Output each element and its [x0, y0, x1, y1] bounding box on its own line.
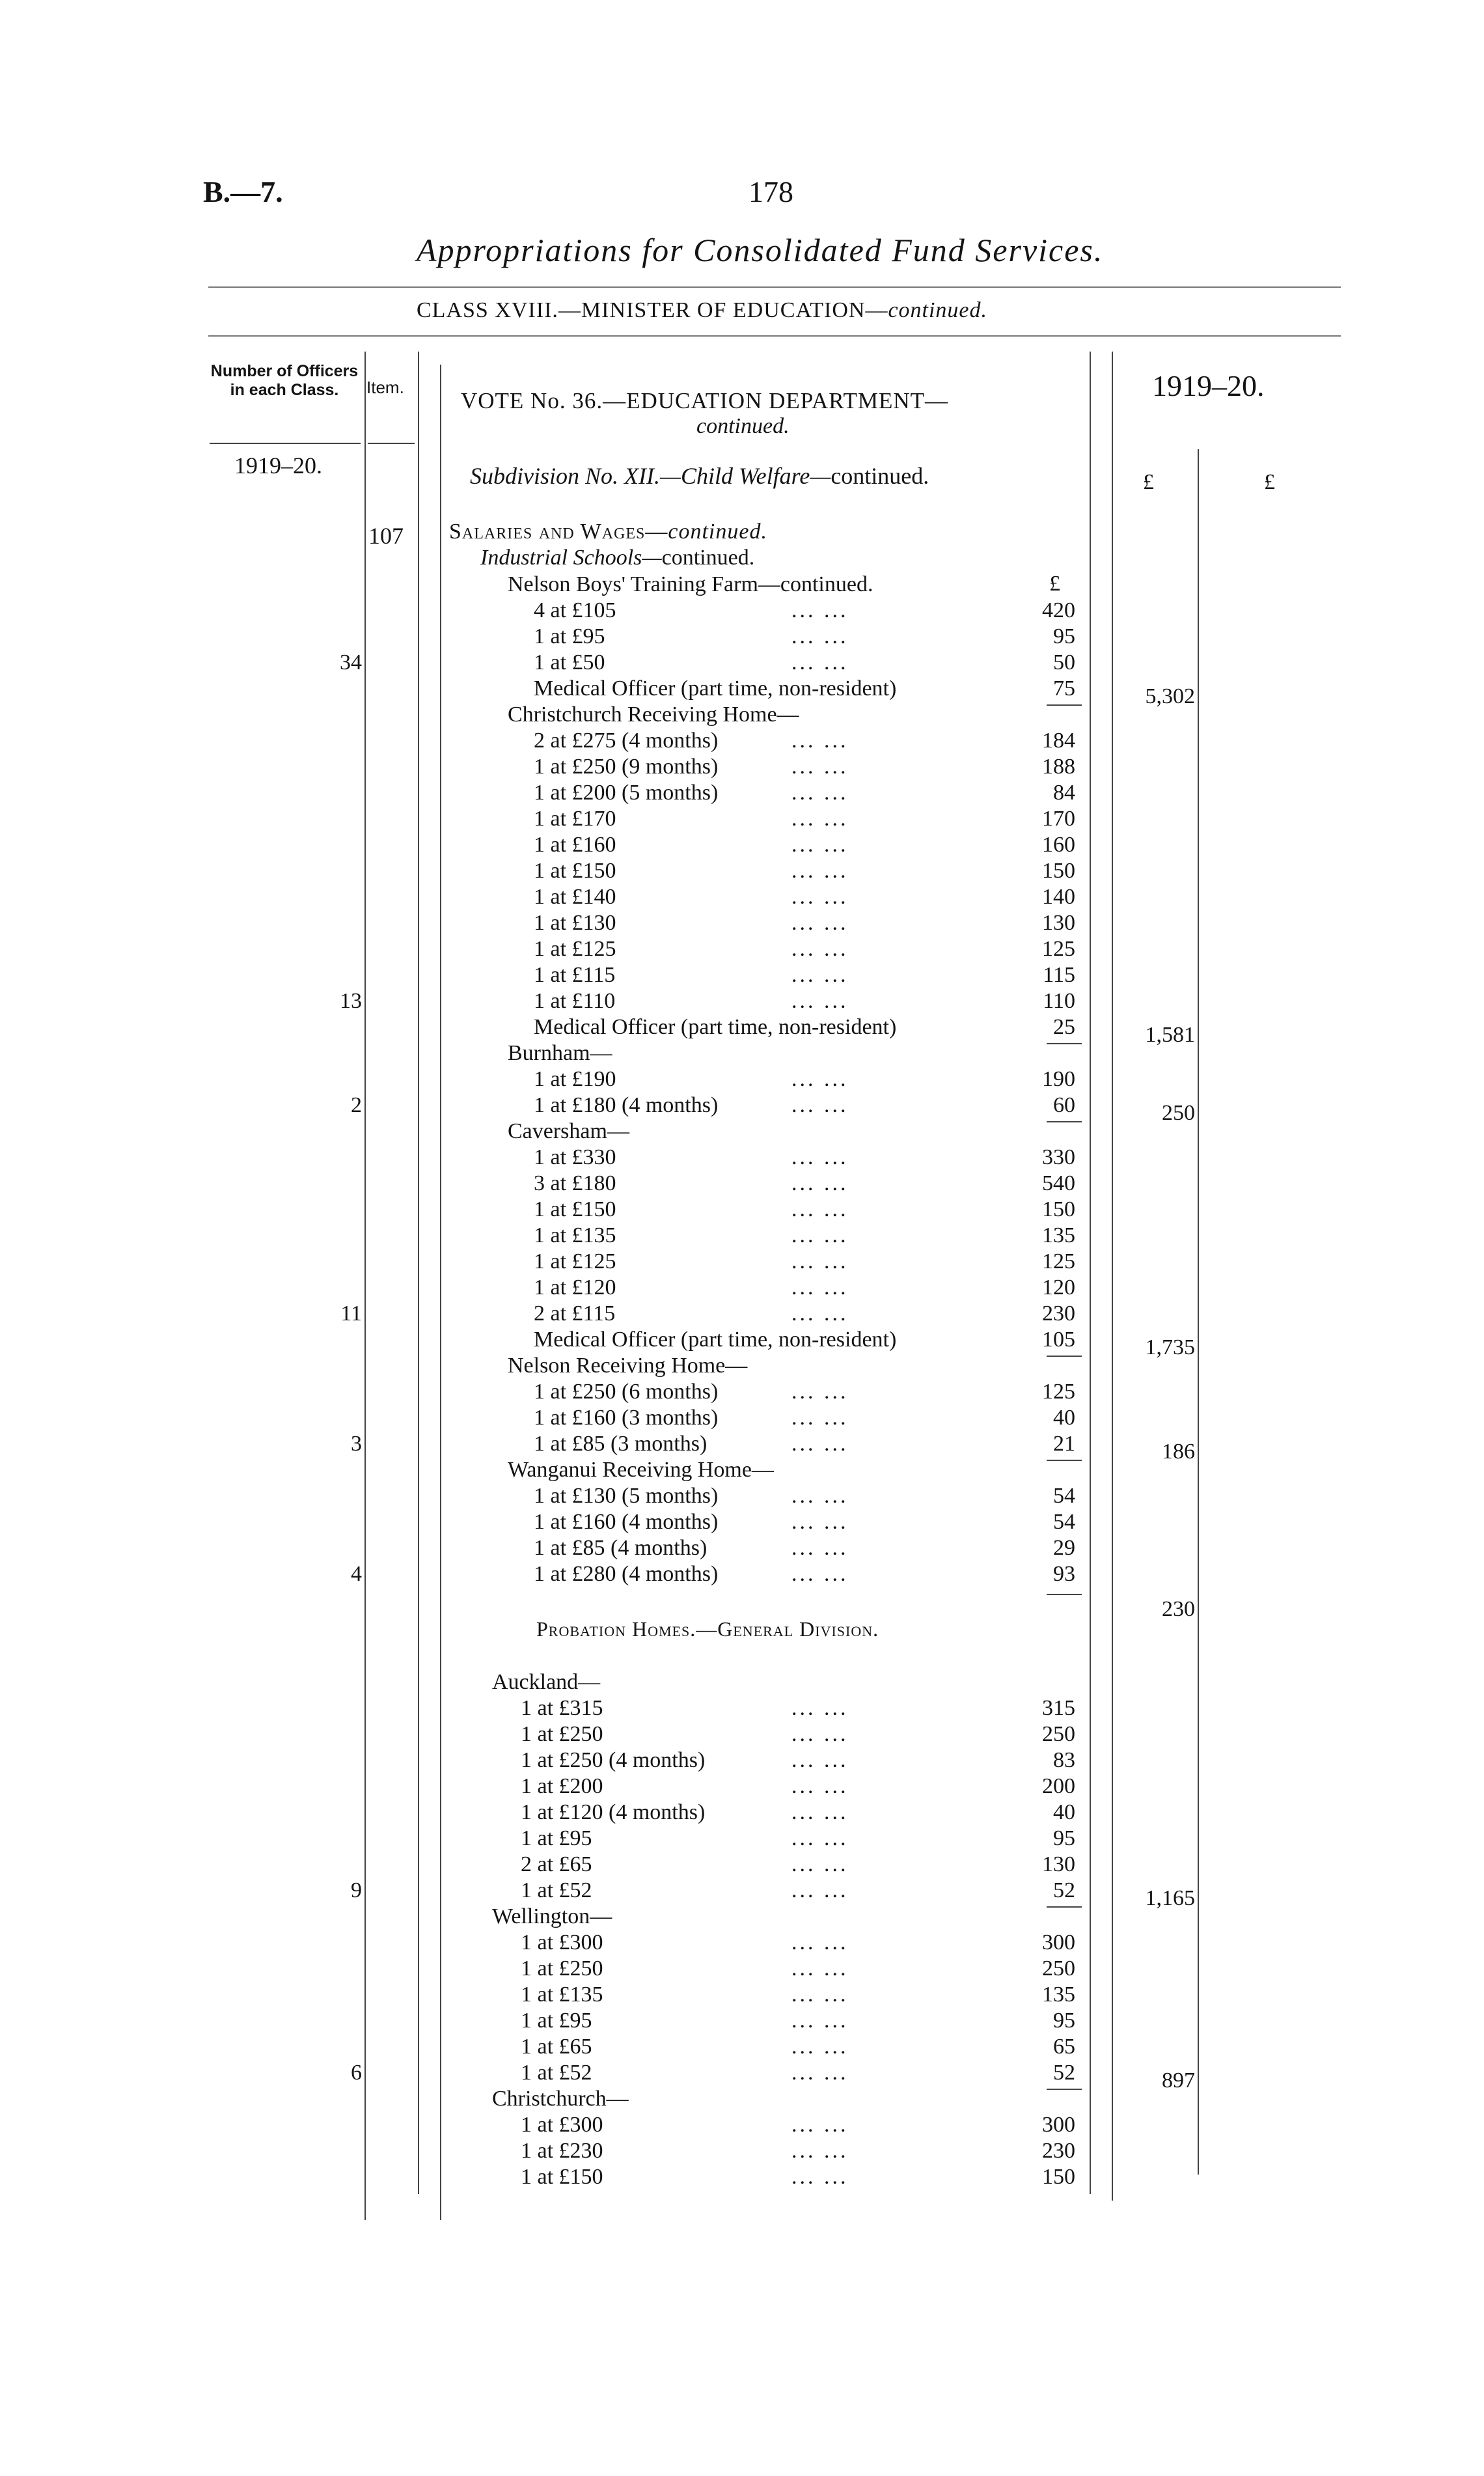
prow-label: 1 at £95 [521, 2009, 592, 2033]
prow-label: 1 at £120 (4 months) [521, 1800, 706, 1824]
row-subtotal-rule [1047, 1460, 1082, 1461]
row-label: Medical Officer (part time, non-resident) [534, 1015, 897, 1039]
prow-dots: ... ... [791, 1982, 849, 2007]
prow-dots: ... ... [791, 1774, 849, 1798]
row-amount: 50 [1053, 650, 1075, 675]
page-number: 178 [749, 175, 793, 208]
prow-amount: 300 [1042, 2113, 1075, 2137]
row-dots: ... ... [791, 885, 849, 909]
prow-amount: 250 [1042, 1956, 1075, 1981]
row-label: 1 at £95 [534, 624, 605, 648]
row-dots: ... ... [791, 1171, 849, 1195]
row-label: 2 at £115 [534, 1301, 616, 1326]
row-label: 1 at £140 [534, 885, 616, 909]
row-label: Wanganui Receiving Home— [508, 1458, 774, 1482]
amount-pound: £ [1049, 572, 1060, 596]
row-dots: ... ... [791, 937, 849, 961]
prow-amount: 95 [1053, 1826, 1075, 1850]
industrial-label: Industrial Schools— [480, 546, 662, 570]
row-dots: ... ... [791, 1510, 849, 1534]
row-label: Nelson Boys' Training Farm—continued. [508, 572, 873, 596]
prow-label: 1 at £52 [521, 2061, 592, 2085]
row-label: 1 at £110 [534, 989, 616, 1013]
prow-label: 1 at £65 [521, 2035, 592, 2059]
class-heading [417, 298, 987, 323]
row-total: 230 [1162, 1597, 1195, 1621]
subdivision-cont: continued. [831, 463, 929, 489]
row-label: 1 at £115 [534, 963, 616, 987]
row-amount: 75 [1053, 676, 1075, 701]
row-label: 1 at £280 (4 months) [534, 1562, 719, 1586]
row-label: 1 at £160 [534, 833, 616, 857]
item-column-header: Item. [366, 378, 404, 397]
rule-year-left [1112, 352, 1113, 2201]
prow-label: Auckland— [492, 1670, 601, 1694]
row-subtotal-rule [1047, 1121, 1082, 1122]
row-amount: 130 [1042, 911, 1075, 935]
row-amount: 160 [1042, 833, 1075, 857]
row-label: 1 at £160 (3 months) [534, 1406, 719, 1430]
row-amount: 190 [1042, 1067, 1075, 1091]
row-amount: 29 [1053, 1536, 1075, 1560]
row-label: 4 at £105 [534, 598, 616, 622]
vote-heading-cont: continued. [696, 414, 790, 438]
row-amount: 420 [1042, 598, 1075, 622]
prow-amount: 130 [1042, 1852, 1075, 1876]
row-dots: ... ... [791, 650, 849, 675]
salaries-cont: continued. [668, 520, 767, 544]
row-amount: 54 [1053, 1510, 1075, 1534]
row-amount: 125 [1042, 1380, 1075, 1404]
prow-total: 897 [1162, 2068, 1195, 2093]
row-total: 186 [1162, 1440, 1195, 1464]
row-amount: 170 [1042, 807, 1075, 831]
prow-dots: ... ... [791, 1696, 849, 1720]
row-label: 1 at £120 [534, 1275, 616, 1300]
row-dots: ... ... [791, 1406, 849, 1430]
row-amount: 110 [1043, 989, 1075, 1013]
probation-heading: Probation Homes.—General Division. [536, 1617, 879, 1641]
row-label: 1 at £330 [534, 1145, 616, 1169]
prow-dots: ... ... [791, 1878, 849, 1902]
row-total: 250 [1162, 1101, 1195, 1125]
row-dots: ... ... [791, 911, 849, 935]
row-amount: 54 [1053, 1484, 1075, 1508]
row-dots: ... ... [791, 1484, 849, 1508]
prow-label: 1 at £300 [521, 1930, 603, 1954]
pound-header-2: £ [1264, 470, 1275, 494]
prow-dots: ... ... [791, 2113, 849, 2137]
prow-officers: 9 [351, 1878, 362, 1902]
row-label: Medical Officer (part time, non-resident) [534, 676, 897, 701]
prow-amount: 135 [1042, 1982, 1075, 2007]
row-dots: ... ... [791, 1301, 849, 1326]
row-dots: ... ... [791, 833, 849, 857]
row-officers: 11 [340, 1301, 362, 1326]
row-amount: 150 [1042, 1197, 1075, 1221]
prow-label: 1 at £300 [521, 2113, 603, 2137]
row-dots: ... ... [791, 989, 849, 1013]
row-amount: 40 [1053, 1406, 1075, 1430]
prow-dots: ... ... [791, 2061, 849, 2085]
page-title: Appropriations for Consolidated Fund Services. [417, 232, 1104, 268]
row-amount: 25 [1053, 1015, 1075, 1039]
prow-amount: 230 [1042, 2139, 1075, 2163]
row-total: 5,302 [1145, 684, 1195, 708]
row-label: 1 at £250 (9 months) [534, 755, 719, 779]
prow-label: Christchurch— [492, 2087, 629, 2111]
row-dots: ... ... [791, 1562, 849, 1586]
row-total: 1,581 [1145, 1023, 1195, 1047]
prow-label: 1 at £250 [521, 1722, 603, 1746]
prow-label: 1 at £250 (4 months) [521, 1748, 706, 1772]
row-dots: ... ... [791, 963, 849, 987]
row-amount: 184 [1042, 729, 1075, 753]
prow-label: 1 at £250 [521, 1956, 603, 1981]
item-number: 107 [368, 523, 404, 549]
row-amount: 84 [1053, 781, 1075, 805]
industrial-heading [480, 546, 754, 570]
title-rule [208, 286, 1341, 288]
prow-dots: ... ... [791, 2009, 849, 2033]
rule-item-left [364, 352, 366, 2220]
row-label: 1 at £250 (6 months) [534, 1380, 719, 1404]
row-label: 1 at £50 [534, 650, 605, 675]
row-amount: 140 [1042, 885, 1075, 909]
row-label: 1 at £135 [534, 1223, 616, 1247]
row-amount: 135 [1042, 1223, 1075, 1247]
row-subtotal-rule [1047, 704, 1082, 706]
prow-amount: 315 [1042, 1696, 1075, 1720]
prow-dots: ... ... [791, 1956, 849, 1981]
row-dots: ... ... [791, 1197, 849, 1221]
row-label: Nelson Receiving Home— [508, 1354, 748, 1378]
row-amount: 540 [1042, 1171, 1075, 1195]
row-dots: ... ... [791, 598, 849, 622]
row-officers: 4 [351, 1562, 362, 1586]
row-label: 2 at £275 (4 months) [534, 729, 719, 753]
prow-amount: 40 [1053, 1800, 1075, 1824]
prow-dots: ... ... [791, 1722, 849, 1746]
row-dots: ... ... [791, 755, 849, 779]
row-dots: ... ... [791, 1249, 849, 1273]
prow-amount: 52 [1053, 2061, 1075, 2085]
row-officers: 2 [351, 1093, 362, 1117]
row-dots: ... ... [791, 1275, 849, 1300]
row-label: 1 at £160 (4 months) [534, 1510, 719, 1534]
prow-amount: 65 [1053, 2035, 1075, 2059]
officers-year: 1919–20. [234, 452, 322, 479]
row-dots: ... ... [791, 1223, 849, 1247]
row-label: 1 at £150 [534, 1197, 616, 1221]
row-subtotal-rule [1047, 1594, 1082, 1595]
row-label: 1 at £130 (5 months) [534, 1484, 719, 1508]
row-label: 1 at £125 [534, 937, 616, 961]
row-label: 1 at £85 (3 months) [534, 1432, 708, 1456]
prow-label: 1 at £230 [521, 2139, 603, 2163]
prow-amount: 95 [1053, 2009, 1075, 2033]
row-label: Medical Officer (part time, non-resident) [534, 1328, 897, 1352]
class-heading-cont: continued. [888, 298, 988, 322]
prow-dots: ... ... [791, 2139, 849, 2163]
row-subtotal-rule [1047, 1356, 1082, 1357]
row-amount: 125 [1042, 1249, 1075, 1273]
row-dots: ... ... [791, 1432, 849, 1456]
row-label: 3 at £180 [534, 1171, 616, 1195]
row-label: Christchurch Receiving Home— [508, 702, 799, 727]
industrial-cont: continued. [661, 546, 755, 570]
prow-dots: ... ... [791, 1800, 849, 1824]
prow-total: 1,165 [1145, 1886, 1195, 1910]
row-label: 1 at £130 [534, 911, 616, 935]
vote-heading: VOTE No. 36.—EDUCATION DEPARTMENT— [461, 388, 949, 413]
rule-item-right [418, 352, 419, 2194]
prow-label: 2 at £65 [521, 1852, 592, 1876]
page-ref: B.—7. [203, 175, 283, 208]
prow-dots: ... ... [791, 1748, 849, 1772]
item-header-rule [368, 443, 415, 444]
row-label: 1 at £150 [534, 859, 616, 883]
salaries-label: Salaries and Wages— [449, 520, 668, 544]
row-dots: ... ... [791, 729, 849, 753]
year-header: 1919–20. [1152, 369, 1265, 402]
row-total: 1,735 [1145, 1335, 1195, 1359]
rule-total-right [1198, 449, 1199, 2175]
prow-dots: ... ... [791, 2165, 849, 2189]
row-officers: 34 [340, 650, 362, 675]
row-amount: 93 [1053, 1562, 1075, 1586]
row-label: 1 at £200 (5 months) [534, 781, 719, 805]
prow-label: 1 at £135 [521, 1982, 603, 2007]
row-dots: ... ... [791, 1380, 849, 1404]
row-amount: 150 [1042, 859, 1075, 883]
row-label: 1 at £180 (4 months) [534, 1093, 719, 1117]
row-label: Caversham— [508, 1119, 629, 1143]
officers-column-header: Number of Officers in each Class. [210, 362, 359, 399]
prow-subtotal-rule [1047, 2089, 1082, 2090]
officers-header-rule [210, 443, 361, 444]
prow-label: 1 at £315 [521, 1696, 603, 1720]
prow-label: 1 at £95 [521, 1826, 592, 1850]
class-heading-main: CLASS XVIII.—MINISTER OF EDUCATION— [417, 298, 888, 322]
row-label: Burnham— [508, 1041, 612, 1065]
row-amount: 105 [1042, 1328, 1075, 1352]
rule-text-left [440, 365, 441, 2220]
row-amount: 115 [1043, 963, 1075, 987]
row-label: 1 at £125 [534, 1249, 616, 1273]
prow-label: 1 at £150 [521, 2165, 603, 2189]
row-dots: ... ... [791, 1536, 849, 1560]
class-rule [208, 335, 1341, 337]
row-dots: ... ... [791, 1093, 849, 1117]
row-amount: 125 [1042, 937, 1075, 961]
row-dots: ... ... [791, 1067, 849, 1091]
row-dots: ... ... [791, 624, 849, 648]
prow-label: 1 at £200 [521, 1774, 603, 1798]
row-officers: 13 [340, 989, 362, 1013]
row-label: 1 at £85 (4 months) [534, 1536, 708, 1560]
prow-officers: 6 [351, 2061, 362, 2085]
row-amount: 21 [1053, 1432, 1075, 1456]
row-amount: 188 [1042, 755, 1075, 779]
prow-amount: 83 [1053, 1748, 1075, 1772]
row-amount: 60 [1053, 1093, 1075, 1117]
salaries-heading [449, 520, 767, 544]
prow-dots: ... ... [791, 1852, 849, 1876]
row-amount: 230 [1042, 1301, 1075, 1326]
row-amount: 330 [1042, 1145, 1075, 1169]
prow-amount: 250 [1042, 1722, 1075, 1746]
row-dots: ... ... [791, 859, 849, 883]
subdivision-label: Subdivision No. XII.—Child Welfare— [470, 463, 831, 489]
pound-header-1: £ [1143, 470, 1154, 494]
prow-dots: ... ... [791, 1826, 849, 1850]
row-amount: 95 [1053, 624, 1075, 648]
row-subtotal-rule [1047, 1043, 1082, 1044]
prow-amount: 52 [1053, 1878, 1075, 1902]
row-label: 1 at £170 [534, 807, 616, 831]
row-officers: 3 [351, 1432, 362, 1456]
row-dots: ... ... [791, 1145, 849, 1169]
prow-subtotal-rule [1047, 1906, 1082, 1908]
prow-amount: 150 [1042, 2165, 1075, 2189]
row-amount: 120 [1042, 1275, 1075, 1300]
row-label: 1 at £190 [534, 1067, 616, 1091]
row-dots: ... ... [791, 807, 849, 831]
prow-dots: ... ... [791, 1930, 849, 1954]
prow-label: Wellington— [492, 1904, 612, 1928]
row-dots: ... ... [791, 781, 849, 805]
prow-dots: ... ... [791, 2035, 849, 2059]
subdivision-heading [470, 462, 929, 490]
prow-amount: 300 [1042, 1930, 1075, 1954]
prow-label: 1 at £52 [521, 1878, 592, 1902]
prow-amount: 200 [1042, 1774, 1075, 1798]
rule-amount-right [1090, 352, 1091, 2194]
